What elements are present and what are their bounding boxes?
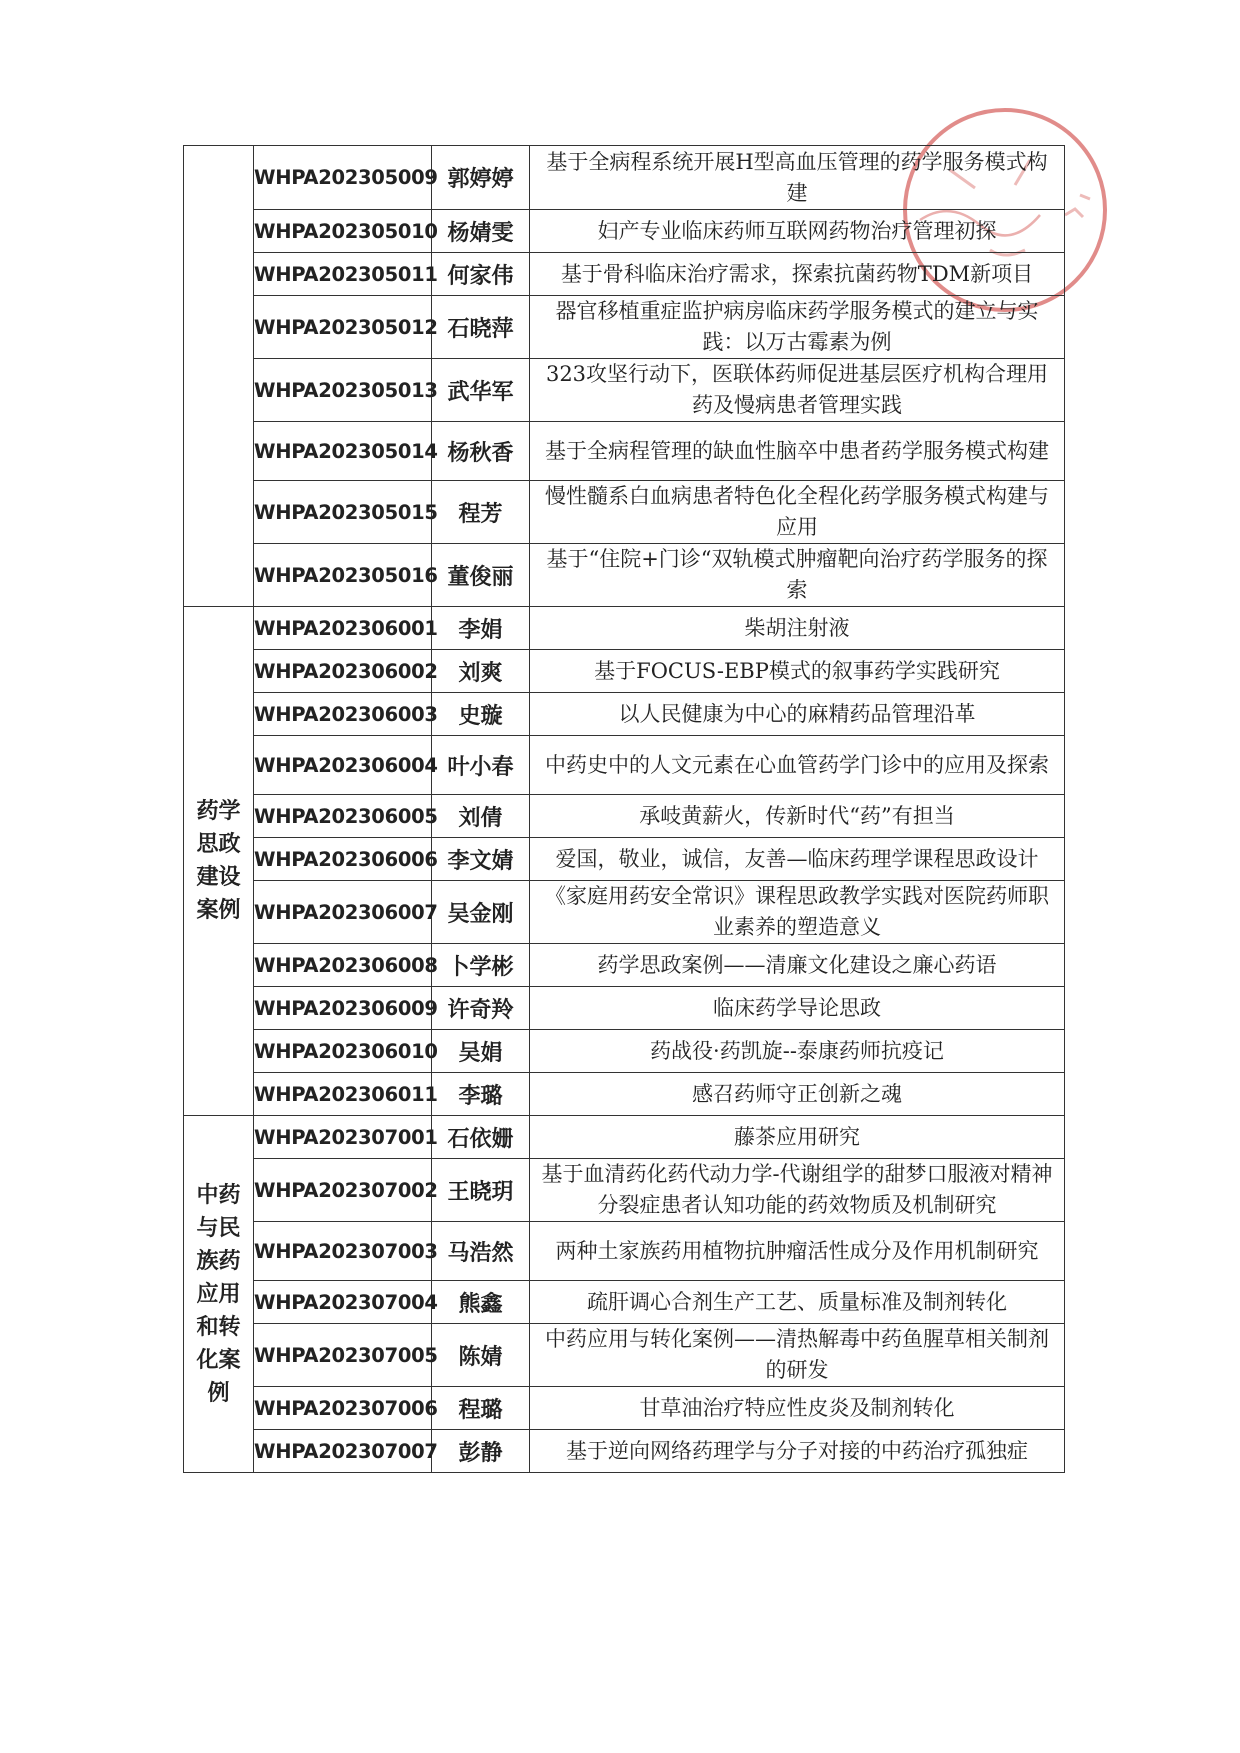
code-cell: WHPA202306011 [254, 1073, 432, 1116]
table-row [184, 210, 1065, 253]
name-cell: 杨婧雯 [432, 210, 530, 253]
name-cell: 熊鑫 [432, 1281, 530, 1324]
title-cell: 爱国，敬业，诚信，友善—临床药理学课程思政设计 [530, 838, 1065, 881]
name-cell: 刘爽 [432, 650, 530, 693]
name-cell: 许奇羚 [432, 987, 530, 1030]
table-row [184, 1222, 1065, 1281]
name-cell: 郭婷婷 [432, 146, 530, 210]
code-cell: WHPA202307007 [254, 1430, 432, 1473]
table-row [184, 422, 1065, 481]
name-cell: 董俊丽 [432, 544, 530, 607]
name-cell: 李娟 [432, 607, 530, 650]
title-cell: 藤茶应用研究 [530, 1116, 1065, 1159]
name-cell: 李文婧 [432, 838, 530, 881]
table-row [184, 650, 1065, 693]
title-cell: 中药史中的人文元素在心血管药学门诊中的应用及探索 [530, 736, 1065, 795]
title-cell: 慢性髓系白血病患者特色化全程化药学服务模式构建与应用 [530, 481, 1065, 544]
title-cell: 器官移植重症监护病房临床药学服务模式的建立与实践：以万古霉素为例 [530, 296, 1065, 359]
code-cell: WHPA202306007 [254, 881, 432, 944]
title-cell: 药学思政案例——清廉文化建设之廉心药语 [530, 944, 1065, 987]
name-cell: 石依姗 [432, 1116, 530, 1159]
name-cell: 吴娟 [432, 1030, 530, 1073]
name-cell: 叶小春 [432, 736, 530, 795]
code-cell: WHPA202306009 [254, 987, 432, 1030]
table-row [184, 253, 1065, 296]
table-row [184, 881, 1065, 944]
table-row [184, 944, 1065, 987]
title-cell: 临床药学导论思政 [530, 987, 1065, 1030]
code-cell: WHPA202307001 [254, 1116, 432, 1159]
code-cell: WHPA202307005 [254, 1324, 432, 1387]
table-row [184, 1116, 1065, 1159]
case-list-table [183, 145, 1065, 1473]
title-cell: 中药应用与转化案例——清热解毒中药鱼腥草相关制剂的研发 [530, 1324, 1065, 1387]
title-cell: 以人民健康为中心的麻精药品管理沿革 [530, 693, 1065, 736]
name-cell: 王晓玥 [432, 1159, 530, 1222]
code-cell: WHPA202305016 [254, 544, 432, 607]
title-cell: 基于骨科临床治疗需求，探索抗菌药物TDM新项目 [530, 253, 1065, 296]
name-cell: 史璇 [432, 693, 530, 736]
code-cell: WHPA202306003 [254, 693, 432, 736]
table-row [184, 987, 1065, 1030]
table-row [184, 544, 1065, 607]
table-row [184, 795, 1065, 838]
name-cell: 马浩然 [432, 1222, 530, 1281]
name-cell: 石晓萍 [432, 296, 530, 359]
table-row [184, 146, 1065, 210]
title-cell: 323攻坚行动下，医联体药师促进基层医疗机构合理用药及慢病患者管理实践 [530, 359, 1065, 422]
name-cell: 彭静 [432, 1430, 530, 1473]
title-cell: 基于“住院+门诊“双轨模式肿瘤靶向治疗药学服务的探索 [530, 544, 1065, 607]
title-cell: 基于全病程管理的缺血性脑卒中患者药学服务模式构建 [530, 422, 1065, 481]
category-cell [184, 146, 254, 607]
table-row [184, 693, 1065, 736]
title-cell: 感召药师守正创新之魂 [530, 1073, 1065, 1116]
category-cell: 药学 思政 建设 案例 [184, 607, 254, 1116]
name-cell: 卜学彬 [432, 944, 530, 987]
title-cell: 药战役·药凯旋--泰康药师抗疫记 [530, 1030, 1065, 1073]
name-cell: 吴金刚 [432, 881, 530, 944]
table-row [184, 736, 1065, 795]
code-cell: WHPA202305010 [254, 210, 432, 253]
code-cell: WHPA202306010 [254, 1030, 432, 1073]
title-cell: 基于逆向网络药理学与分子对接的中药治疗孤独症 [530, 1430, 1065, 1473]
table-row [184, 359, 1065, 422]
table-row [184, 1030, 1065, 1073]
table-row [184, 1281, 1065, 1324]
name-cell: 刘倩 [432, 795, 530, 838]
title-cell: 甘草油治疗特应性皮炎及制剂转化 [530, 1387, 1065, 1430]
code-cell: WHPA202307004 [254, 1281, 432, 1324]
title-cell: 两种土家族药用植物抗肿瘤活性成分及作用机制研究 [530, 1222, 1065, 1281]
title-cell: 妇产专业临床药师互联网药物治疗管理初探 [530, 210, 1065, 253]
name-cell: 陈婧 [432, 1324, 530, 1387]
table-row [184, 1430, 1065, 1473]
table-row [184, 1159, 1065, 1222]
code-cell: WHPA202306006 [254, 838, 432, 881]
code-cell: WHPA202305015 [254, 481, 432, 544]
name-cell: 程芳 [432, 481, 530, 544]
code-cell: WHPA202306001 [254, 607, 432, 650]
code-cell: WHPA202307003 [254, 1222, 432, 1281]
code-cell: WHPA202305009 [254, 146, 432, 210]
code-cell: WHPA202306005 [254, 795, 432, 838]
code-cell: WHPA202307006 [254, 1387, 432, 1430]
name-cell: 武华军 [432, 359, 530, 422]
title-cell: 《家庭用药安全常识》课程思政教学实践对医院药师职业素养的塑造意义 [530, 881, 1065, 944]
title-cell: 基于FOCUS-EBP模式的叙事药学实践研究 [530, 650, 1065, 693]
name-cell: 李璐 [432, 1073, 530, 1116]
table-row [184, 481, 1065, 544]
name-cell: 杨秋香 [432, 422, 530, 481]
table-row [184, 1387, 1065, 1430]
table-row [184, 1324, 1065, 1387]
title-cell: 承岐黄薪火，传新时代“药”有担当 [530, 795, 1065, 838]
code-cell: WHPA202305013 [254, 359, 432, 422]
table-row [184, 1073, 1065, 1116]
code-cell: WHPA202307002 [254, 1159, 432, 1222]
title-cell: 柴胡注射液 [530, 607, 1065, 650]
title-cell: 疏肝调心合剂生产工艺、质量标准及制剂转化 [530, 1281, 1065, 1324]
table-row [184, 838, 1065, 881]
title-cell: 基于全病程系统开展H型高血压管理的药学服务模式构建 [530, 146, 1065, 210]
name-cell: 何家伟 [432, 253, 530, 296]
code-cell: WHPA202306002 [254, 650, 432, 693]
code-cell: WHPA202305014 [254, 422, 432, 481]
table-row [184, 296, 1065, 359]
code-cell: WHPA202305012 [254, 296, 432, 359]
name-cell: 程璐 [432, 1387, 530, 1430]
title-cell: 基于血清药化药代动力学-代谢组学的甜梦口服液对精神分裂症患者认知功能的药效物质及机制研究 [530, 1159, 1065, 1222]
category-cell: 中药 与民 族药 应用 和转 化案 例 [184, 1116, 254, 1473]
code-cell: WHPA202306008 [254, 944, 432, 987]
table-row [184, 607, 1065, 650]
code-cell: WHPA202306004 [254, 736, 432, 795]
code-cell: WHPA202305011 [254, 253, 432, 296]
